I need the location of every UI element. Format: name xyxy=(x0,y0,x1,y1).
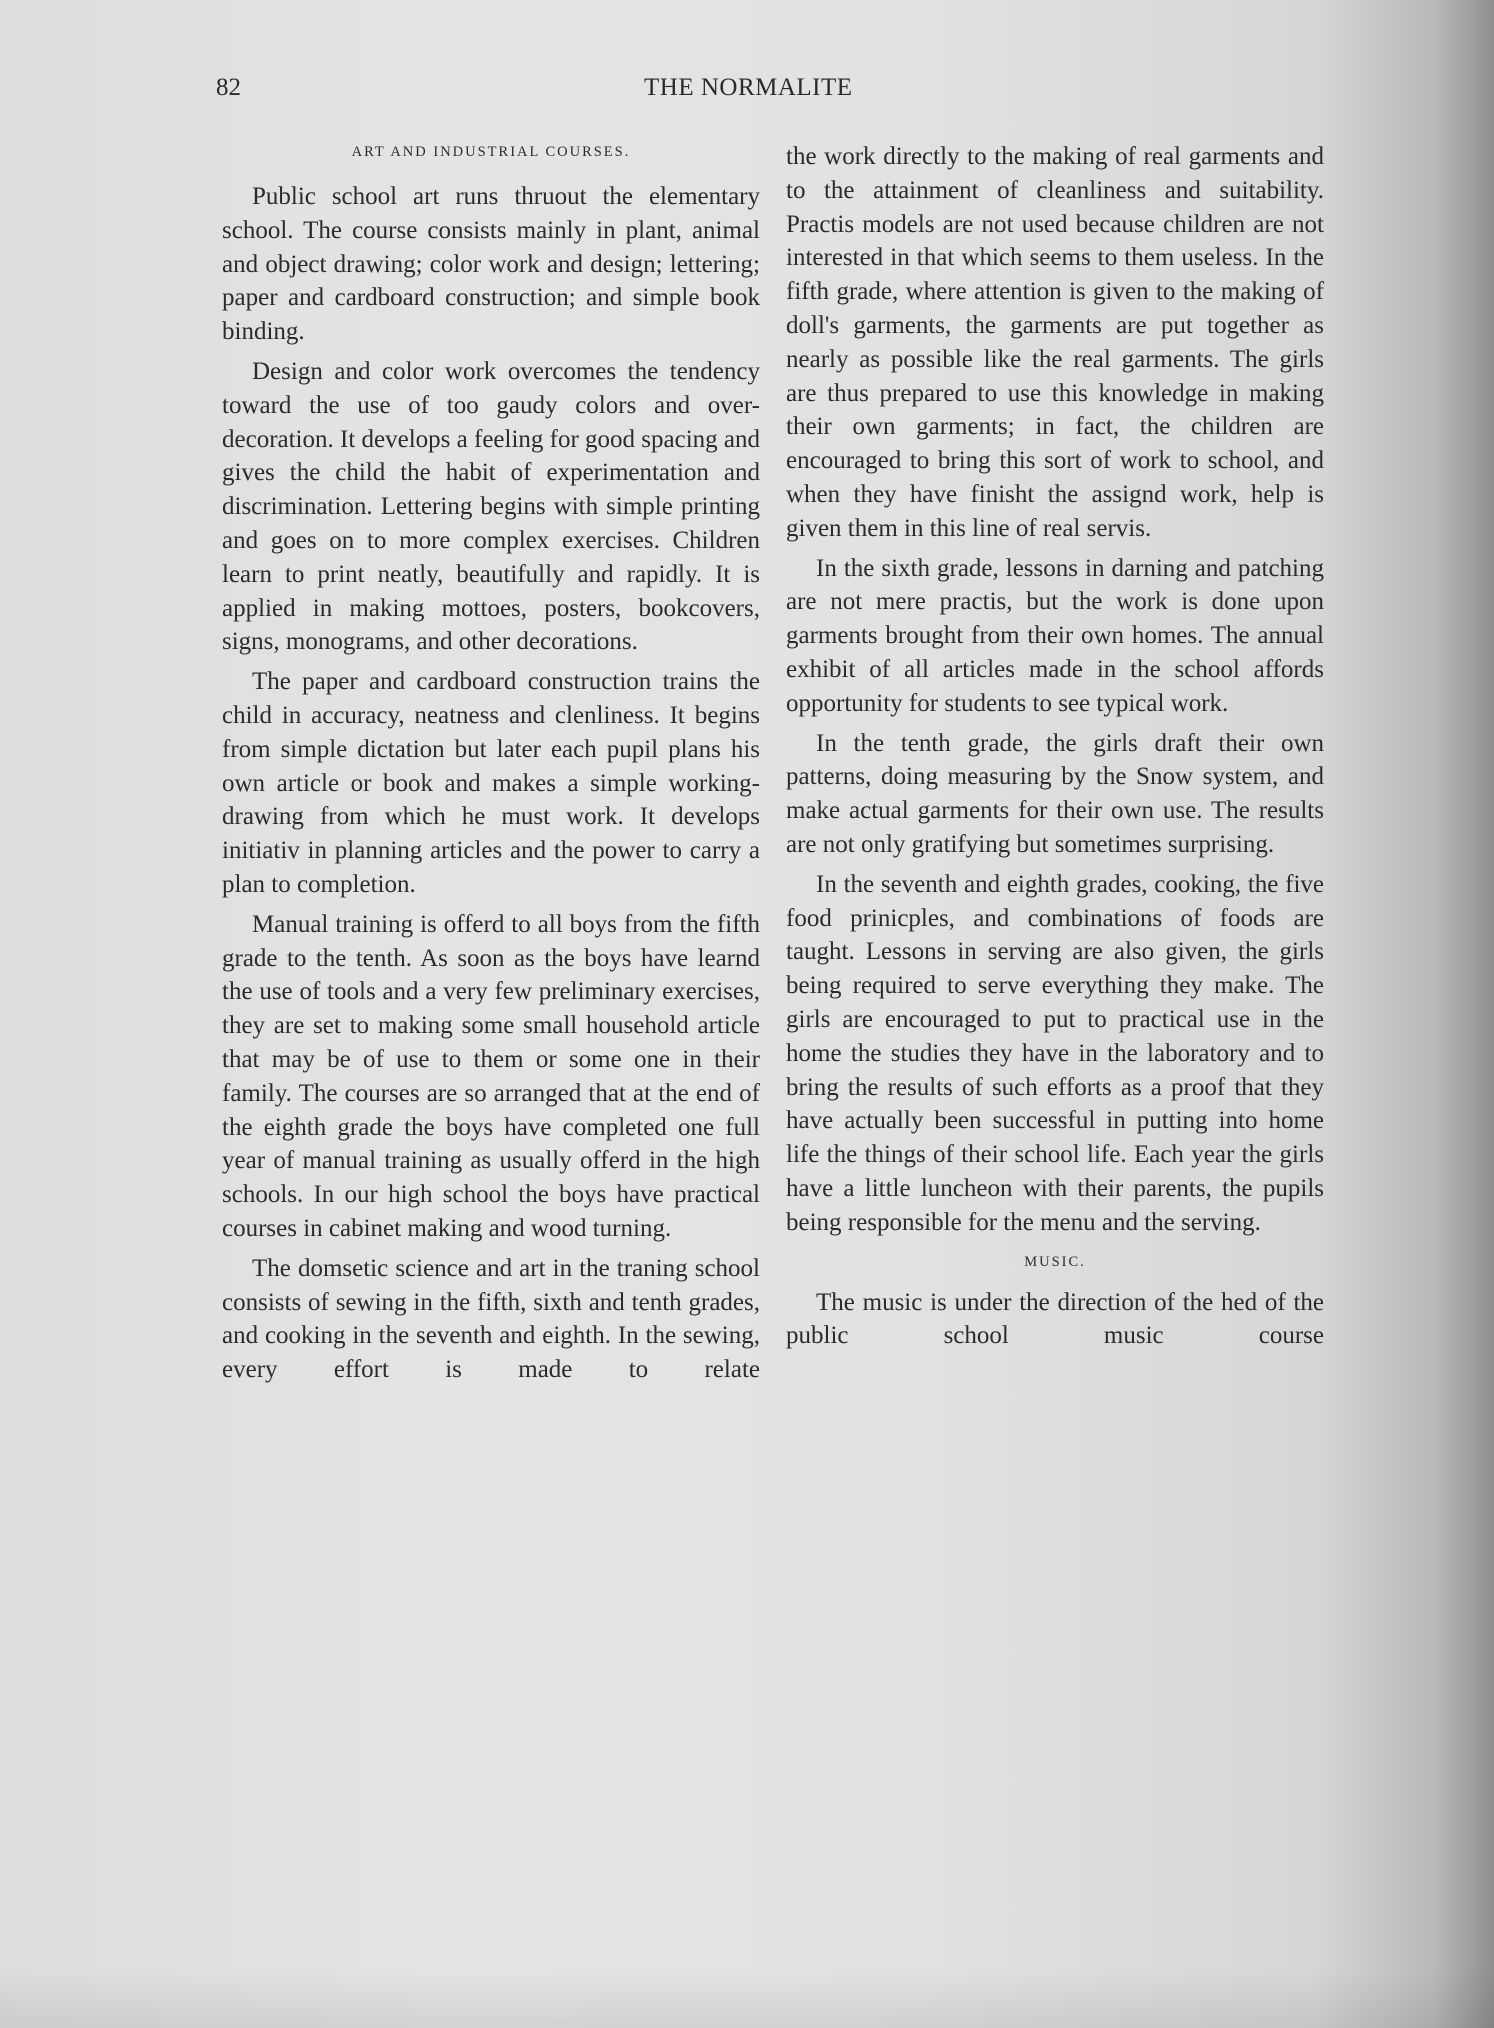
paragraph-domestic-science: The domsetic science and art in the traning school consists of sewing in the fifth, sixth and tenth grades, and cooking in the seventh and eighth. In the sewing, every effort is made to relate xyxy=(222,1254,760,1384)
paragraph-sewing-continuation: the work directly to the making of real garments and to the attainment of cleanliness and suitability. Practis models are not used because children are not interested in that which seems to them useless. In the fifth grade, where attention is given to the making of doll's garments, the garments are put together as nearly as possible like the real garments. The girls are thus prepared to use this knowledge in making their own garments; in fact, the children are encouraged to bring this sort of work to school, and when they have finisht the assignd work, help is given them in this line of real servis. xyxy=(786,143,1324,542)
paragraph-sixth-grade: In the sixth grade, lessons in darning and patching are not mere practis, but the work is done upon garments brought from their own homes. The annual exhibit of all articles made in the school affords opportunity for students to see typical work. xyxy=(786,554,1324,717)
section-heading-art-industrial: ART AND INDUSTRIAL COURSES. xyxy=(351,144,631,160)
page-number: 82 xyxy=(216,74,241,101)
section-heading-music: MUSIC. xyxy=(1024,1253,1086,1270)
paragraph-music: The music is under the direction of the hed of the public school music course xyxy=(786,1288,1324,1350)
left-column xyxy=(222,140,760,1393)
paragraph-cooking: In the seventh and eighth grades, cooking, the five food prinicples, and combinations of foods are taught. Lessons in serving are also given, the girls being required to serve everything they make. The girls are encouraged to put to practical use in the home the studies they have in the laboratory and to bring the results of such efforts as a proof that they have actually been successful in putting into home life the things of their school life. Each year the girls have a little luncheon with their parents, the pupils being responsible for the menu and the serving. xyxy=(786,870,1324,1236)
right-column xyxy=(786,140,1324,1359)
paragraph-design-color: Design and color work overcomes the tendency toward the use of too gaudy colors and over-decoration. It develops a feeling for good spacing and gives the child the habit of experimentation and discrimination. Lettering begins with simple printing and goes on to more complex exercises. Children learn to print neatly, beautifully and rapidly. It is applied in making mottoes, posters, bookcovers, signs, monograms, and other decorations. xyxy=(222,357,761,656)
page-header xyxy=(216,74,1256,110)
running-title: THE NORMALITE xyxy=(644,74,853,101)
paragraph-art-intro: Public school art runs thruout the elementary school. The course consists mainly in plant, animal and object drawing; color work and design; lettering; paper and cardboard construction; and simple book binding. xyxy=(222,183,760,346)
paragraph-cardboard: The paper and cardboard construction trains the child in accuracy, neatness and clenliness. It begins from simple dictation but later each pupil plans his own article or book and makes a simple working-drawing from which he must work. It develops initiativ in planning articles and the power to carry a plan to completion. xyxy=(222,668,760,898)
page-edge-shadow xyxy=(0,1968,1494,2028)
paragraph-tenth-grade: In the tenth grade, the girls draft their own patterns, doing measuring by the Snow system, and make actual garments for their own use. The results are not only gratifying but sometimes surprising. xyxy=(786,729,1324,858)
paragraph-manual-training: Manual training is offerd to all boys from the fifth grade to the tenth. As soon as the boys have learnd the use of tools and a very few preliminary exercises, they are set to making some small household article that may be of use to them or some one in their family. The courses are so arranged that at the end of the eighth grade the boys have completed one full year of manual training as usually offerd in the high schools. In our high school the boys have practical courses in cabinet making and wood turning. xyxy=(222,910,760,1242)
